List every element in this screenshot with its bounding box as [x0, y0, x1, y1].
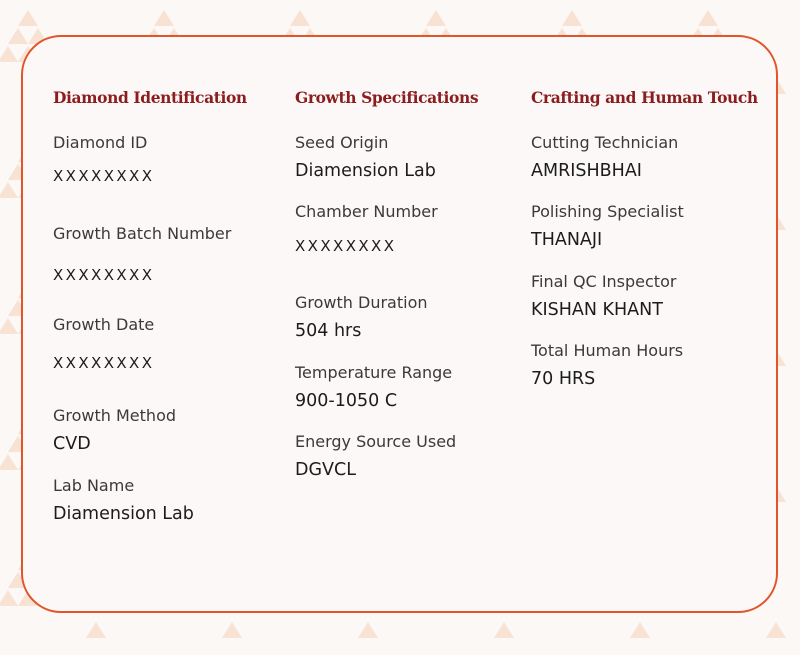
chamber-number-value: XXXXXXXX [295, 237, 397, 255]
growth-heading: Growth Specifications [295, 88, 479, 107]
growth-method-value: CVD [53, 434, 91, 454]
cutting-technician-label: Cutting Technician [531, 133, 679, 152]
crafting-heading: Crafting and Human Touch [531, 88, 758, 107]
growth-batch-number-label: Growth Batch Number [53, 224, 232, 243]
cutting-technician-value: AMRISHBHAI [531, 161, 642, 181]
lab-name-value: Diamension Lab [53, 504, 194, 524]
polishing-specialist-value: THANAJI [531, 230, 603, 250]
temperature-range-label: Temperature Range [295, 363, 453, 382]
chamber-number-label: Chamber Number [295, 202, 438, 221]
seed-origin-value: Diamension Lab [295, 161, 436, 181]
growth-method-label: Growth Method [53, 406, 177, 425]
temperature-range-value: 900-1050 C [295, 391, 398, 411]
growth-duration-value: 504 hrs [295, 321, 362, 341]
total-human-hours-label: Total Human Hours [531, 341, 684, 360]
diamond-details-card [21, 35, 778, 613]
final-qc-inspector-label: Final QC Inspector [531, 272, 677, 291]
growth-batch-number-value: XXXXXXXX [53, 266, 155, 284]
seed-origin-label: Seed Origin [295, 133, 389, 152]
final-qc-inspector-value: KISHAN KHANT [531, 300, 663, 320]
lab-name-label: Lab Name [53, 476, 135, 495]
growth-date-value: XXXXXXXX [53, 354, 155, 372]
growth-duration-label: Growth Duration [295, 293, 428, 312]
diamond-id-label: Diamond ID [53, 133, 148, 152]
total-human-hours-value: 70 HRS [531, 369, 596, 389]
growth-date-label: Growth Date [53, 315, 155, 334]
energy-source-value: DGVCL [295, 460, 356, 480]
identification-heading: Diamond Identification [53, 88, 247, 107]
energy-source-label: Energy Source Used [295, 432, 457, 451]
diamond-id-value: XXXXXXXX [53, 167, 155, 185]
polishing-specialist-label: Polishing Specialist [531, 202, 684, 221]
